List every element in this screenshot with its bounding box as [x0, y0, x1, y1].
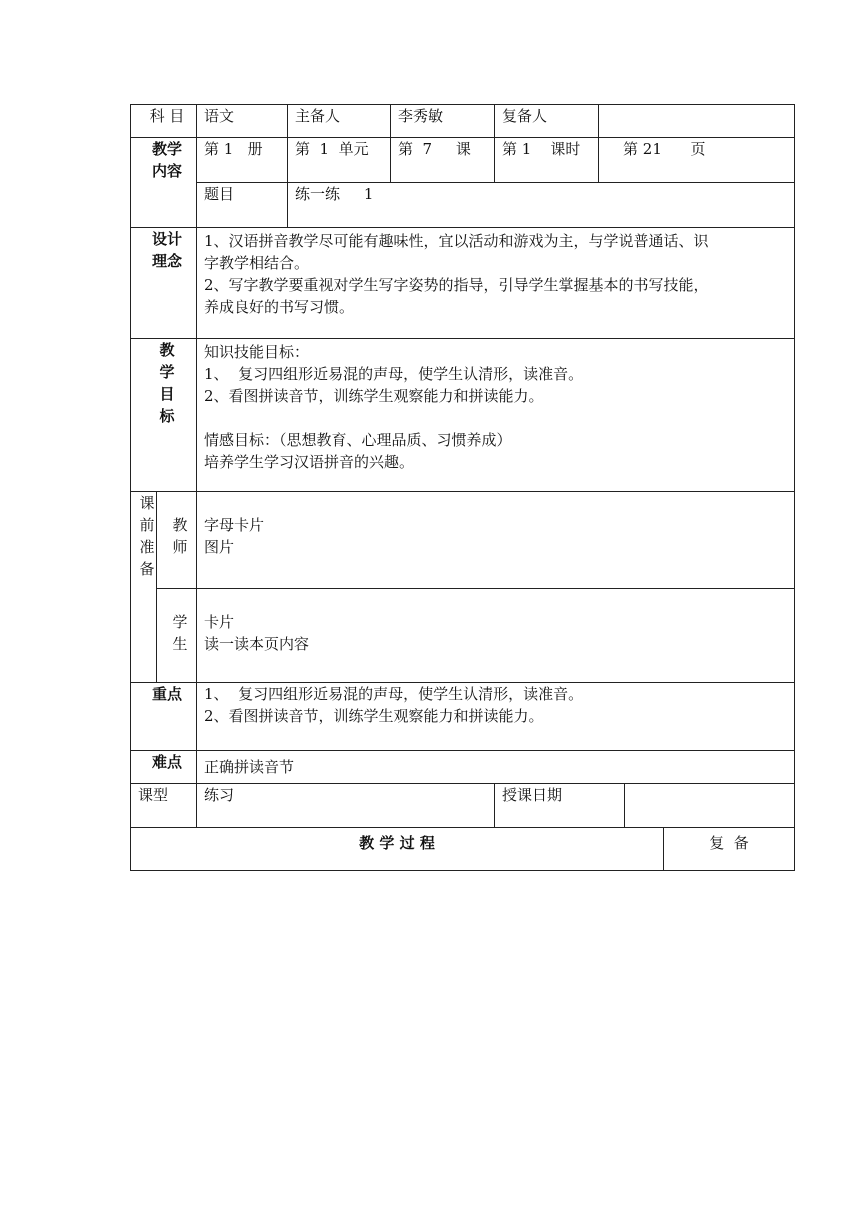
- student-material-item: 卡片: [204, 613, 235, 631]
- teaching-goals-label-char: 标: [159, 407, 175, 425]
- teaching-content-row: [131, 138, 795, 183]
- preparation-label-char: 备: [139, 560, 155, 578]
- design-concept-label-text: 设计理念: [151, 230, 182, 270]
- key-points-label: 重点: [131, 683, 197, 751]
- subject-value: 语文: [197, 105, 288, 138]
- teaching-goals-line: 1、 复习四组形近易混的声母，使学生认清形，读准音。: [204, 365, 584, 383]
- teaching-goals-line: [204, 407, 794, 429]
- difficult-points-value: 正确拼读音节: [197, 751, 795, 784]
- subject-label: 科 目: [131, 105, 197, 138]
- lead-preparer-value: 李秀敏: [391, 105, 495, 138]
- preparation-label-char: 前: [139, 516, 155, 534]
- teacher-label-char: 师: [172, 538, 188, 556]
- topic-value: 练一练 1: [288, 183, 795, 228]
- student-label-char: 学: [172, 613, 188, 631]
- lesson-plan-table: [130, 104, 795, 828]
- preparation-label-char: 课: [139, 494, 155, 512]
- student-label: [157, 589, 197, 683]
- topic-label: 题目: [197, 183, 288, 228]
- lesson-type-value: 练习: [197, 784, 495, 828]
- teaching-goals-label-char: 目: [159, 385, 175, 403]
- difficult-points-label: 难点: [131, 751, 197, 784]
- topic-row: [131, 183, 795, 228]
- lesson-type-label: 课型: [131, 784, 197, 828]
- lesson-cell: 第 7 课: [391, 138, 495, 183]
- teaching-content-label-text: 教学内容: [151, 140, 182, 180]
- preparation-student-row: [131, 589, 795, 683]
- key-point-line: 1、 复习四组形近易混的声母，使学生认清形，读准音。: [204, 685, 584, 703]
- review-column-label: 复 备: [664, 828, 795, 871]
- design-concept-line: 1、汉语拼音教学尽可能有趣味性，宜以活动和游戏为主，与学说普通话、识: [204, 232, 709, 250]
- teaching-process-title: 教 学 过 程: [131, 828, 664, 871]
- key-points-text: [197, 683, 795, 751]
- teaching-goals-label-char: 学: [159, 363, 175, 381]
- teacher-material-item: 图片: [204, 538, 235, 556]
- teacher-material-item: 字母卡片: [204, 516, 265, 534]
- teaching-content-label: [131, 138, 197, 228]
- key-point-line: 2、看图拼读音节，训练学生观察能力和拼读能力。: [204, 707, 544, 725]
- period-cell: 第 1 课时: [495, 138, 599, 183]
- design-concept-text: [197, 228, 795, 339]
- teaching-process-header-row: [131, 828, 795, 871]
- teacher-materials: [197, 492, 795, 589]
- volume-cell: 第 1 册: [197, 138, 288, 183]
- design-concept-line: 字教学相结合。: [204, 254, 310, 272]
- teacher-label-char: 教: [172, 516, 188, 534]
- unit-cell: 第 1 单元: [288, 138, 391, 183]
- header-row: [131, 105, 795, 138]
- teaching-goals-line: 培养学生学习汉语拼音的兴趣。: [204, 453, 415, 471]
- design-concept-line: 2、写字教学要重视对学生写字姿势的指导，引导学生掌握基本的书写技能，: [204, 276, 709, 294]
- teaching-goals-label-char: 教: [159, 341, 175, 359]
- teaching-goals-label: [131, 339, 197, 492]
- teaching-date-label: 授课日期: [495, 784, 625, 828]
- design-concept-row: [131, 228, 795, 339]
- teaching-goals-line: 2、看图拼读音节，训练学生观察能力和拼读能力。: [204, 387, 544, 405]
- preparation-teacher-row: [131, 492, 795, 589]
- key-points-row: [131, 683, 795, 751]
- student-material-item: 读一读本页内容: [204, 635, 310, 653]
- teaching-goals-text: [197, 339, 795, 492]
- teaching-process-table: [130, 827, 795, 871]
- difficult-points-row: [131, 751, 795, 784]
- lesson-type-row: [131, 784, 795, 828]
- design-concept-line: 养成良好的书写习惯。: [204, 298, 355, 316]
- student-label-char: 生: [172, 635, 188, 653]
- teacher-label: [157, 492, 197, 589]
- review-preparer-value: [599, 105, 795, 138]
- page-cell: 第 21 页: [599, 138, 795, 183]
- preparation-label: [131, 492, 157, 683]
- preparation-label-char: 准: [139, 538, 155, 556]
- design-concept-label: [131, 228, 197, 339]
- teaching-goals-row: [131, 339, 795, 492]
- teaching-goals-line: 知识技能目标：: [204, 343, 310, 361]
- review-preparer-label: 复备人: [495, 105, 599, 138]
- teaching-goals-line: 情感目标：（思想教育、心理品质、习惯养成）: [204, 431, 512, 449]
- lead-preparer-label: 主备人: [288, 105, 391, 138]
- student-materials: [197, 589, 795, 683]
- teaching-date-value: [625, 784, 795, 828]
